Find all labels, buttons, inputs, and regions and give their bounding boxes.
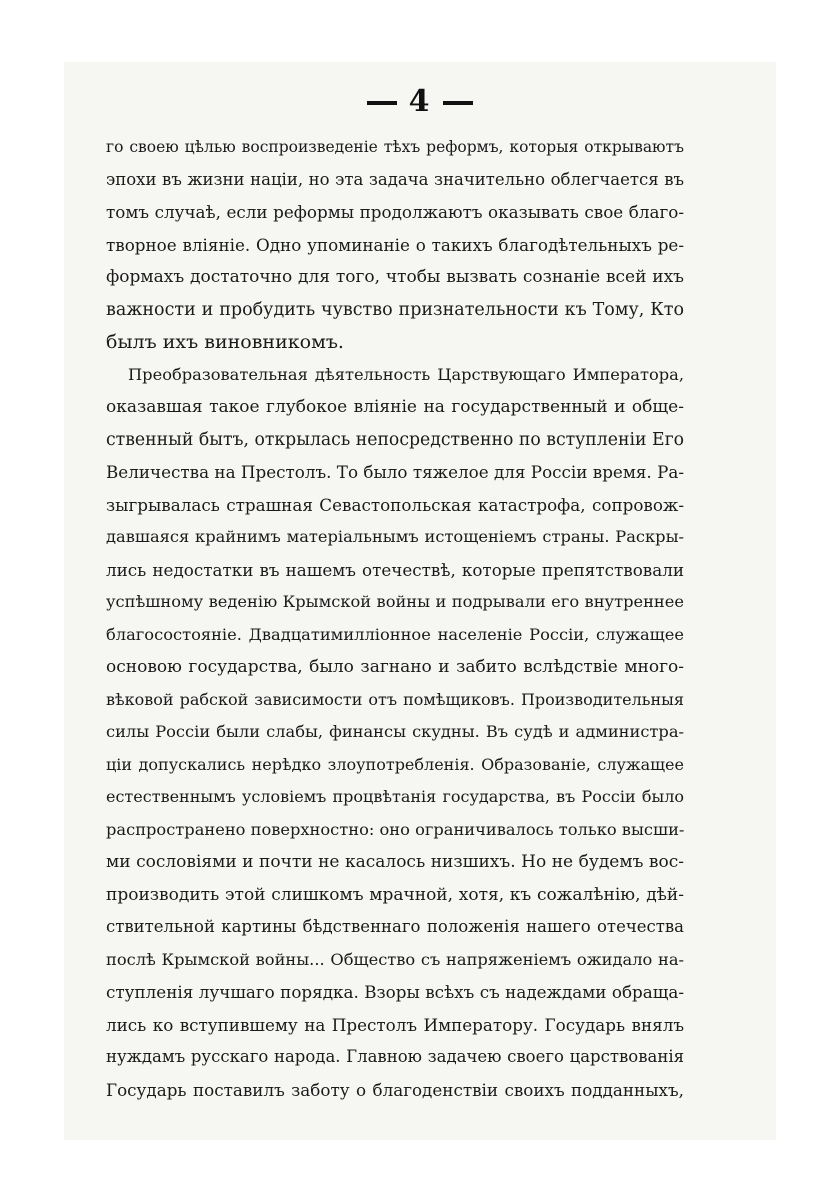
body-text bbox=[106, 131, 684, 1106]
text-line: эпохи въ жизни націи, но эта задача значительно облегчается въ bbox=[106, 169, 684, 189]
page-number-header bbox=[0, 84, 840, 119]
text-line: лись недостатки въ нашемъ отечествѣ, которые препятствовали bbox=[106, 559, 684, 580]
text-line: оказавшая такое глубокое влiянiе на государственный и обще- bbox=[106, 397, 684, 417]
paragraph bbox=[106, 359, 684, 1107]
text-line: естественнымъ условiемъ процвѣтанiя государства, въ Россiи было bbox=[106, 787, 684, 806]
text-line: благосостоянiе. Двадцатимилліонное населенiе Россiи, служащее bbox=[106, 624, 684, 644]
text-line: успѣшному веденiю Крымской войны и подрывали его внутреннее bbox=[106, 592, 684, 611]
right-dash bbox=[443, 101, 473, 105]
text-line: творное влiянiе. Одно упоминанiе о такихъ благодѣтельныхъ ре- bbox=[106, 234, 684, 255]
text-line: Величества на Престолъ. То было тяжелое для Россiи время. Ра- bbox=[106, 462, 684, 482]
text-line: Государь поставилъ заботу о благоденствiи своихъ подданныхъ, bbox=[106, 1079, 684, 1100]
text-line: го своею цѣлью воспроизведенiе тѣхъ реформъ, которыя открываютъ bbox=[106, 138, 684, 156]
text-line: силы Россiи были слабы, финансы скудны. Въ судѣ и администра- bbox=[106, 722, 684, 741]
text-line: ствительной картины бѣдственнаго положенiя нашего отечества bbox=[106, 917, 684, 936]
left-dash bbox=[367, 101, 397, 105]
text-line: распространено поверхностно: оно ограничивалось только высши- bbox=[106, 819, 684, 839]
text-line: вѣковой рабской зависимости отъ помѣщиковъ. Производительныя bbox=[106, 689, 684, 709]
text-line: цiи допускались нерѣдко злоупотребленiя. Образованiе, служащее bbox=[106, 754, 684, 774]
text-line: важности и пробудить чувство признательности къ Тому, Кто bbox=[106, 299, 684, 320]
text-line: производить этой слишкомъ мрачной, хотя, къ сожалѣнiю, дѣй- bbox=[106, 884, 684, 905]
text-line: послѣ Крымской войны... Общество съ напряженiемъ ожидало на- bbox=[106, 949, 684, 969]
text-line: давшаяся крайнимъ матерiальнымъ истощенiемъ страны. Раскры- bbox=[106, 527, 684, 546]
text-line: томъ случаѣ, если реформы продолжаютъ оказывать свое благо- bbox=[106, 202, 684, 222]
text-line: лись ко вступившему на Престолъ Императору. Государь внялъ bbox=[106, 1014, 684, 1035]
text-line: формахъ достаточно для того, чтобы вызвать сознанiе всей ихъ bbox=[106, 267, 684, 287]
text-line: Преобразовательная дѣятельность Царствующаго Императора, bbox=[128, 364, 684, 384]
text-line: былъ ихъ виновникомъ. bbox=[106, 331, 344, 353]
text-line: ственный бытъ, открылась непосредственно по вступленiи Его bbox=[106, 429, 684, 450]
text-line: зыгрывалась страшная Севастопольская катастрофа, сопровож- bbox=[106, 494, 684, 515]
text-line: ми сословiями и почти не касалось низшихъ. Но не будемъ вос- bbox=[106, 852, 684, 872]
text-line: нуждамъ русскаго народа. Главною задачею своего царствованiя bbox=[106, 1047, 684, 1066]
paragraph bbox=[106, 131, 684, 359]
page-number: 4 bbox=[408, 84, 432, 119]
text-line: основою государства, было загнано и забито вслѣдствiе много- bbox=[106, 657, 684, 677]
text-line: ступленiя лучшаго порядка. Взоры всѣхъ съ надеждами обраща- bbox=[106, 982, 684, 1002]
